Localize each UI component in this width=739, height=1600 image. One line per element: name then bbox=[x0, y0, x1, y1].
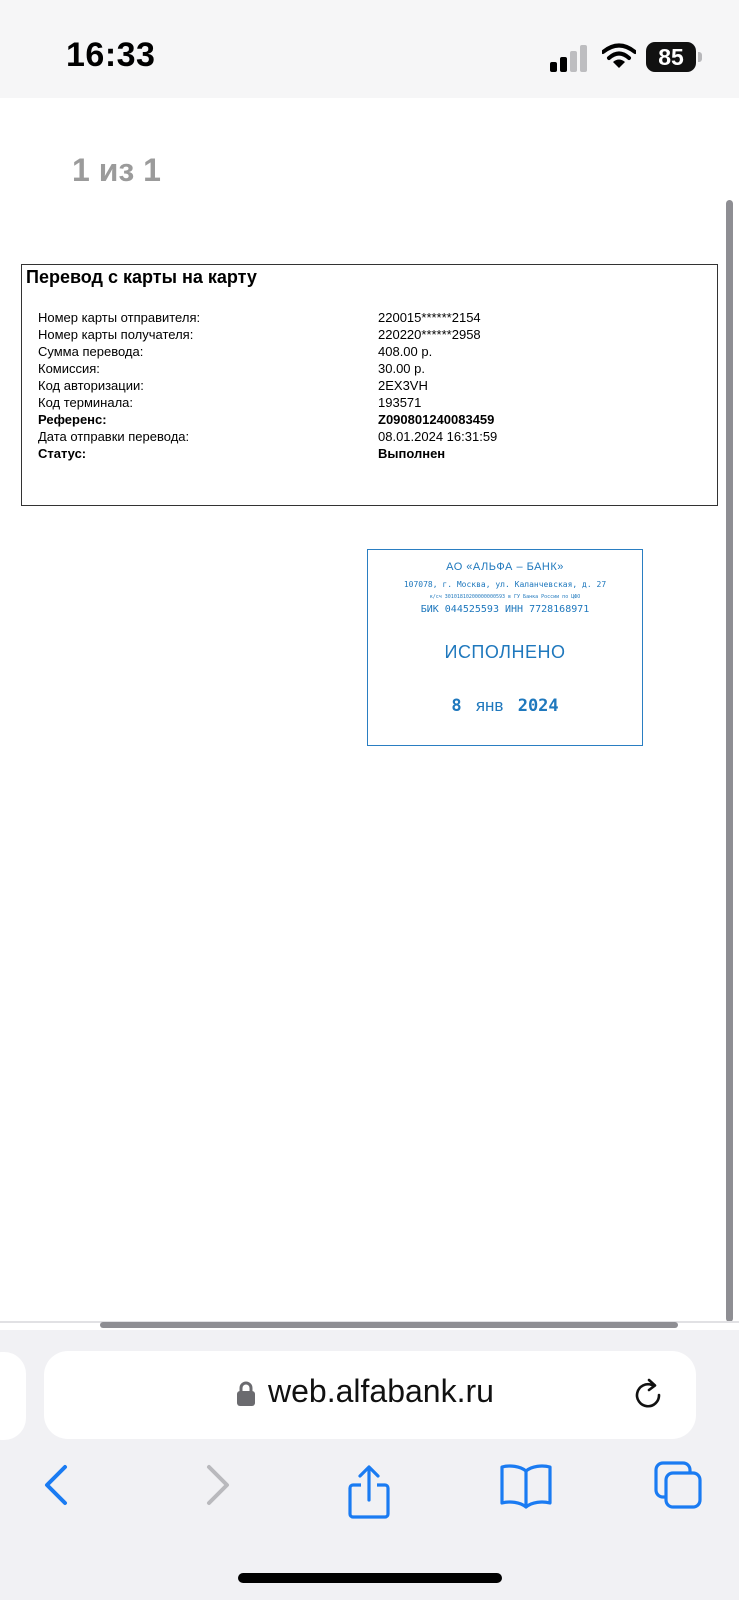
stamp-date bbox=[368, 696, 642, 716]
receipt-row bbox=[38, 360, 708, 377]
wifi-icon bbox=[602, 43, 636, 69]
stamp-address: 107078, г. Москва, ул. Каланчевская, д. 27 bbox=[403, 580, 607, 589]
stamp-bank-name: АО «АЛЬФА – БАНК» bbox=[446, 561, 564, 573]
stamp-status: ИСПОЛНЕНО bbox=[444, 642, 566, 662]
receipt-row bbox=[38, 445, 708, 462]
receipt-row bbox=[38, 343, 708, 360]
stamp-date-year: 2024 bbox=[517, 696, 559, 716]
receipt-title: Перевод с карты на карту bbox=[26, 267, 257, 287]
receipt-row bbox=[38, 326, 708, 343]
bank-stamp bbox=[367, 549, 643, 746]
receipt-row-label: Дата отправки перевода: bbox=[38, 429, 190, 444]
address-url[interactable]: web.alfabank.ru bbox=[268, 1373, 494, 1409]
receipt-row-label: Сумма перевода: bbox=[38, 344, 144, 359]
receipt-row-value: 220015******2154 bbox=[378, 310, 481, 325]
receipt-row-label: Номер карты получателя: bbox=[38, 327, 194, 342]
receipt-row-value: Выполнен bbox=[378, 446, 446, 461]
battery-icon bbox=[646, 42, 702, 72]
receipt-row-label: Референс: bbox=[38, 412, 107, 427]
receipt-row-value: Z090801240083459 bbox=[378, 412, 495, 427]
receipt-row bbox=[38, 428, 708, 445]
receipt-row-value: 08.01.2024 16:31:59 bbox=[378, 429, 498, 444]
receipt-row bbox=[38, 377, 708, 394]
horizontal-scrollbar[interactable] bbox=[100, 1322, 678, 1328]
receipt-row-label: Код терминала: bbox=[38, 395, 134, 410]
vertical-scrollbar[interactable] bbox=[726, 200, 733, 1322]
receipt-row bbox=[38, 411, 708, 428]
back-button[interactable] bbox=[28, 1455, 88, 1515]
chevron-left-icon bbox=[28, 1455, 88, 1515]
bookmarks-button[interactable] bbox=[496, 1455, 556, 1515]
receipt-row bbox=[38, 394, 708, 411]
stamp-bik-inn: БИК 044525593 ИНН 7728168971 bbox=[420, 604, 590, 615]
receipt-row-label: Комиссия: bbox=[38, 361, 100, 376]
stamp-date-day: 8 bbox=[451, 696, 462, 716]
status-bar bbox=[0, 0, 739, 98]
previous-tab-preview[interactable] bbox=[0, 1352, 26, 1440]
pdf-page-counter: 1 из 1 bbox=[72, 152, 161, 188]
lock-icon bbox=[237, 1381, 255, 1407]
share-icon bbox=[339, 1462, 399, 1522]
address-bar[interactable] bbox=[44, 1351, 696, 1439]
stamp-date-month: янв bbox=[475, 696, 504, 715]
receipt-row-value: 2EX3VH bbox=[378, 378, 428, 393]
receipt-row bbox=[38, 309, 708, 326]
share-button[interactable] bbox=[339, 1462, 399, 1522]
home-indicator bbox=[238, 1573, 502, 1583]
reload-icon[interactable] bbox=[632, 1378, 666, 1412]
receipt-row-value: 220220******2958 bbox=[378, 327, 481, 342]
receipt-row-label: Код авторизации: bbox=[38, 378, 144, 393]
receipt-row-value: 193571 bbox=[378, 395, 422, 410]
book-icon bbox=[496, 1455, 556, 1515]
receipt-details bbox=[38, 309, 708, 462]
receipt-row-value: 408.00 р. bbox=[378, 344, 433, 359]
stamp-account: к/сч 30101810200000000593 в ГУ Банка России по ЦФО bbox=[429, 594, 581, 600]
tabs-icon bbox=[650, 1455, 710, 1515]
receipt-row-label: Статус: bbox=[38, 446, 87, 461]
status-time: 16:33 bbox=[66, 36, 156, 74]
battery-level: 85 bbox=[646, 42, 696, 72]
receipt-row-label: Номер карты отправителя: bbox=[38, 310, 201, 325]
cellular-signal-icon bbox=[550, 44, 590, 72]
transfer-receipt bbox=[21, 264, 718, 506]
tabs-button[interactable] bbox=[650, 1455, 710, 1515]
chevron-right-icon bbox=[186, 1455, 246, 1515]
forward-button[interactable] bbox=[186, 1455, 246, 1515]
receipt-row-value: 30.00 р. bbox=[378, 361, 425, 376]
